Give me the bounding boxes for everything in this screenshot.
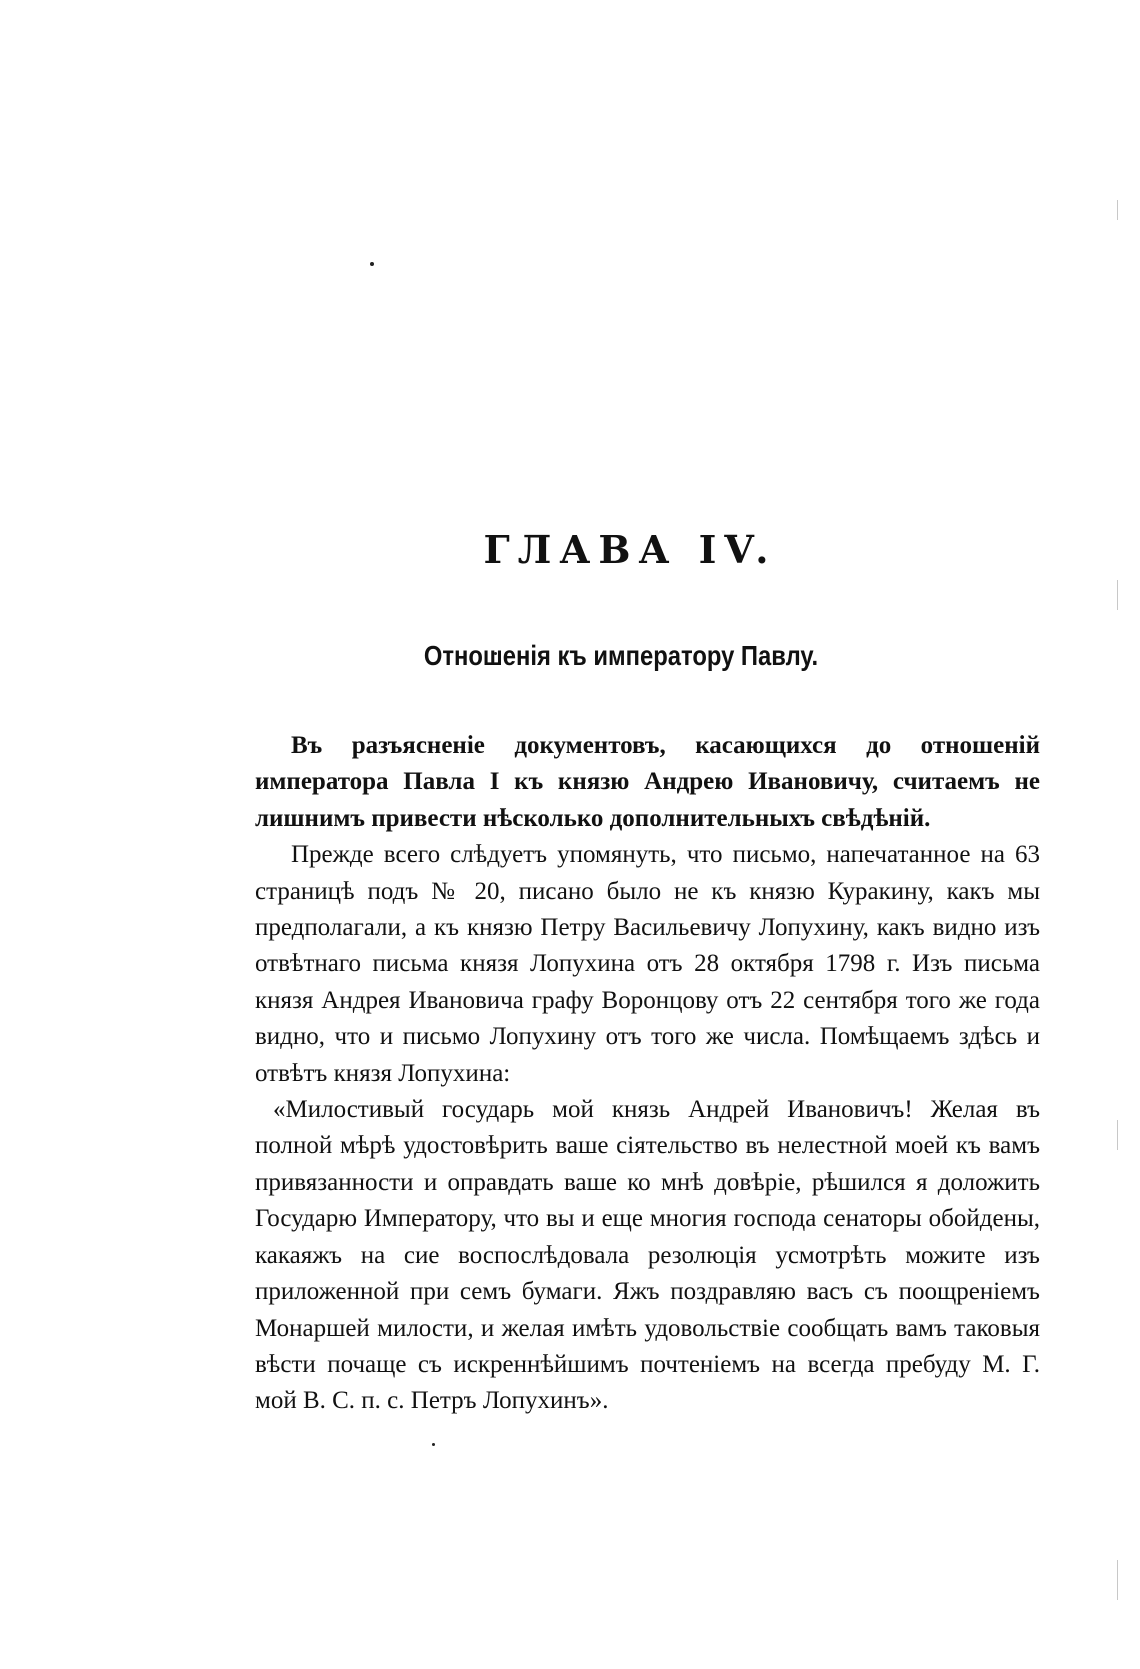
paragraph-intro: Въ разъясненіе документовъ, касающихся до отношеній императора Павла I къ князю Андрею Ивановичу, считаемъ не лишнимъ привести нѣсколько дополнительныхъ свѣдѣній. <box>255 732 1040 832</box>
paragraph-letter-quote: «Милостивый государь мой князь Андрей Ивановичъ! Желая въ полной мѣрѣ удостовѣрить ваше сіятельство въ нелестной моей къ вамъ привязанности и оправдать ваше ко мнѣ довѣріе, рѣшился я доложить Государю Императору, что вы и еще многия господа сенаторы обойдены, какаяжъ на сие воспослѣдовала резолюція усмотрѣть можите изъ приложенной при семъ бумаги. Яжъ поздравляю васъ съ поощреніемъ Монаршей милости, и желая имѣть удовольствіе сообщать вамъ таковыя вѣсти почаще съ искреннѣйшимъ почтеніемъ на всегда пребуду М. Г. мой В. С. п. с. Петръ Лопухинъ». <box>255 1096 1040 1415</box>
print-speck <box>432 1443 435 1446</box>
page-edge-line <box>1117 580 1118 610</box>
page-edge-line <box>1117 1560 1118 1600</box>
chapter-body <box>255 728 1040 1420</box>
paragraph-context: Прежде всего слѣдуетъ упомянуть, что письмо, напечатанное на 63 страницѣ подъ № 20, писано было не къ князю Куракину, какъ мы предполагали, а къ князю Петру Васильевичу Лопухину, какъ видно изъ отвѣтнаго письма князя Лопухина отъ 28 октября 1798 г. Изъ письма князя Андрея Ивановича графу Воронцову отъ 22 сентября того же года видно, что и письмо Лопухину отъ того же числа. Помѣщаемъ здѣсь и отвѣтъ князя Лопухина: <box>255 841 1040 1087</box>
page-edge-line <box>1117 200 1118 220</box>
chapter-subtitle: Отношенія къ императору Павлу. <box>423 640 819 671</box>
print-speck <box>370 262 374 266</box>
chapter-title: ГЛАВА IV. <box>483 527 777 572</box>
page-edge-line <box>1117 1120 1118 1150</box>
